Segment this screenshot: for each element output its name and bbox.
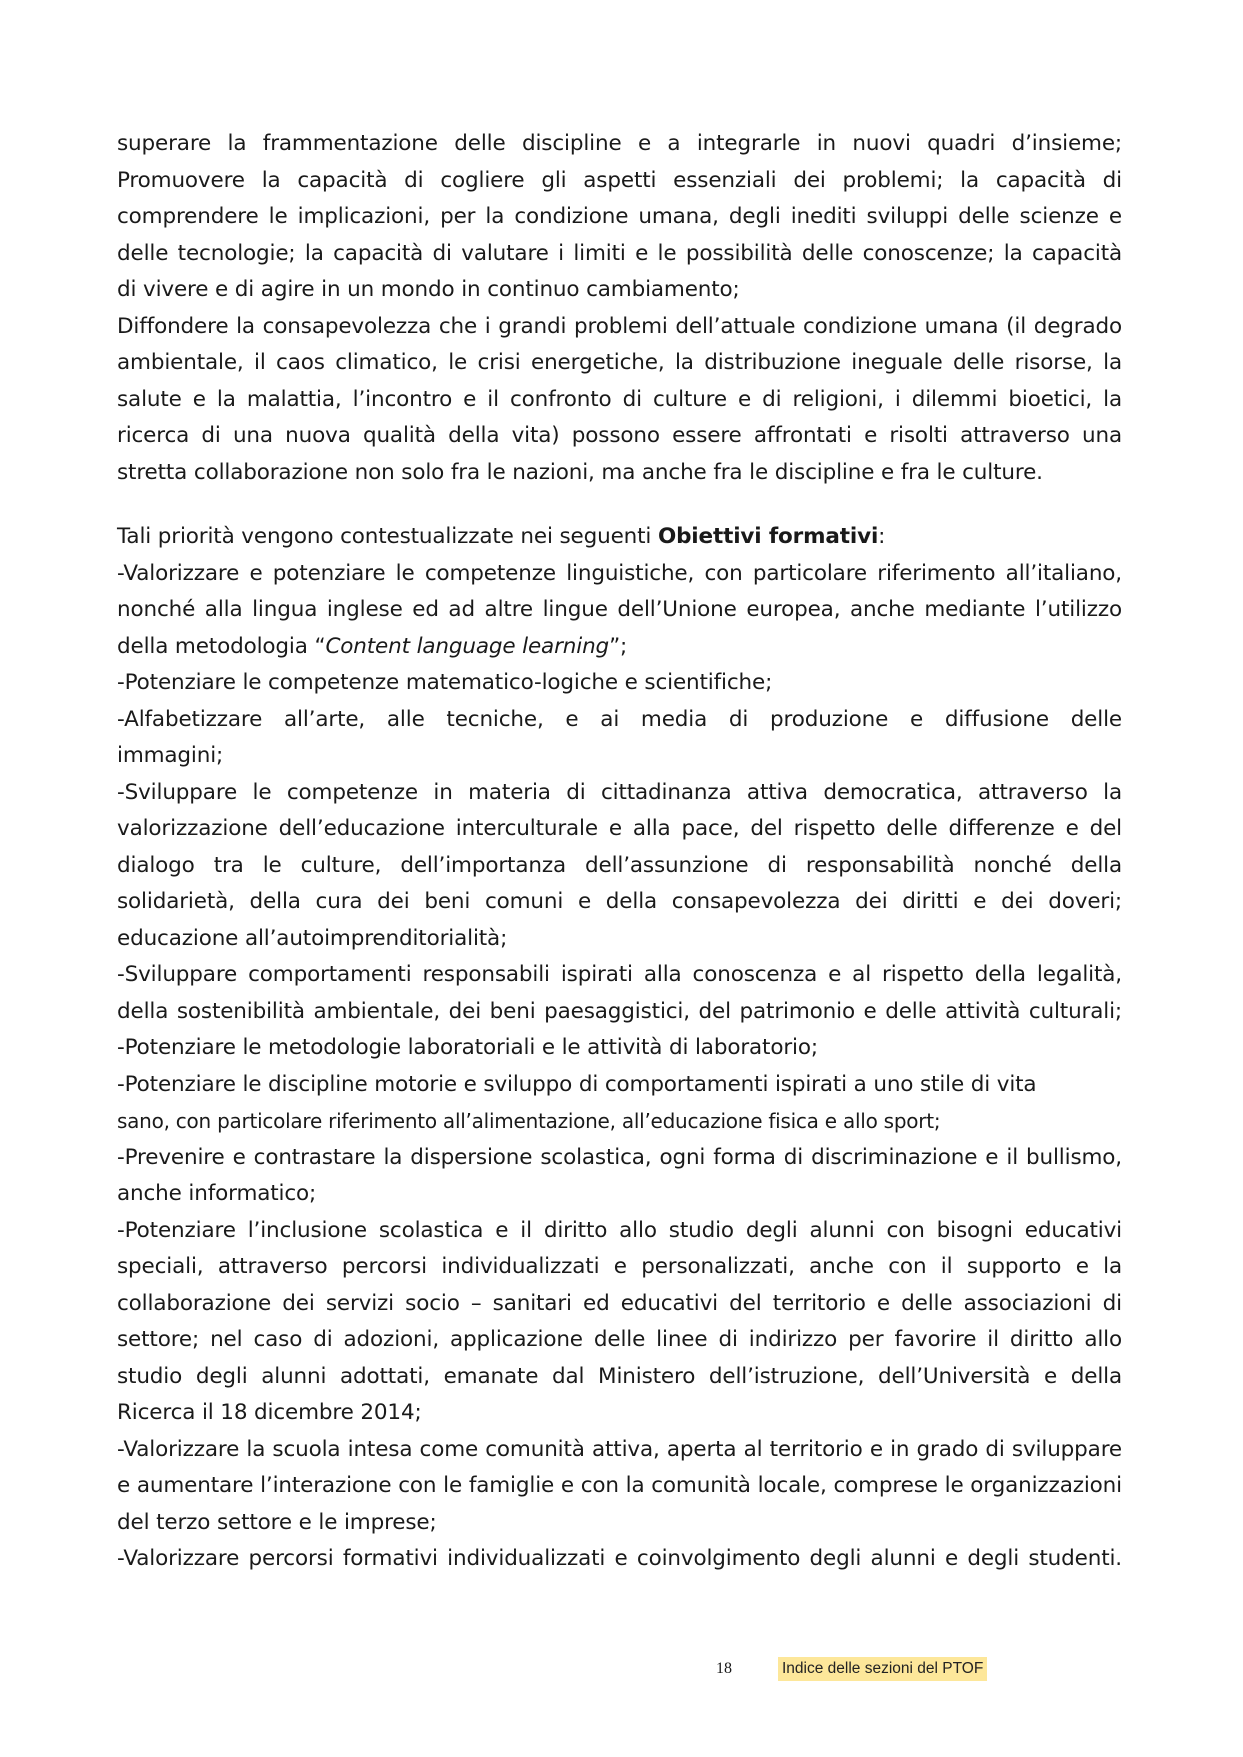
- text-line: ricerca di una nuova qualità della vita) possono essere affrontati e risolti attraverso una: [117, 423, 1122, 448]
- list-item-line: [117, 629, 1122, 666]
- list-item-line: solidarietà, della cura dei beni comuni e della consapevolezza dei diritti e dei doveri;: [117, 889, 1122, 914]
- clil-suffix: ”;: [609, 633, 628, 659]
- list-item-line: studio degli alunni adottati, emanate dal Ministero dell’istruzione, dell’Università e della: [117, 1363, 1122, 1389]
- paragraph-spacer: [117, 491, 1122, 519]
- list-item-line: educazione all’autoimprenditorialità;: [117, 925, 508, 951]
- list-item-line: settore; nel caso di adozioni, applicazione delle linee di indirizzo per favorire il diritto allo: [117, 1327, 1122, 1352]
- list-item-line: del terzo settore e le imprese;: [117, 1509, 437, 1535]
- intro-colon: :: [878, 524, 886, 549]
- text-line: Diffondere la consapevolezza che i grandi problemi dell’attuale condizione umana (il degrado: [117, 313, 1122, 339]
- intro-text: Tali priorità vengono contestualizzate nei seguenti: [117, 524, 658, 549]
- list-item-line: -Potenziare le metodologie laboratoriali e le attività di laboratorio;: [117, 1035, 818, 1060]
- list-item-line: -Prevenire e contrastare la dispersione scolastica, ogni forma di discriminazione e il bullismo,: [117, 1144, 1122, 1170]
- objectives-heading: Obiettivi formativi: [657, 524, 879, 549]
- list-item-line: Ricerca il 18 dicembre 2014;: [117, 1400, 422, 1425]
- list-item-line: della sostenibilità ambientale, dei beni paesaggistici, del patrimonio e delle attività culturali;: [117, 998, 1122, 1024]
- text-line: di vivere e di agire in un mondo in continuo cambiamento;: [117, 277, 740, 302]
- list-item-line: -Sviluppare le competenze in materia di cittadinanza attiva democratica, attraverso la: [117, 779, 1122, 805]
- list-item-line: valorizzazione dell’educazione interculturale e alla pace, del rispetto delle differenze e del: [117, 816, 1122, 841]
- list-item-line: -Potenziare le discipline motorie e sviluppo di comportamenti ispirati a uno stile di vita: [117, 1071, 1037, 1097]
- list-item-line: -Potenziare le competenze matematico-logiche e scientifiche;: [117, 670, 773, 695]
- document-body: [117, 126, 1122, 1578]
- list-item-line: immagini;: [117, 743, 224, 768]
- list-item-line: nonché alla lingua inglese ed ad altre lingue dell’Unione europea, anche mediante l’utilizzo: [117, 597, 1122, 622]
- text-line: comprendere le implicazioni, per la condizione umana, degli inediti sviluppi delle scienze e: [117, 204, 1122, 229]
- list-item-line: -Alfabetizzare all’arte, alle tecniche, e ai media di produzione e diffusione delle: [117, 706, 1122, 732]
- list-item-line: anche informatico;: [117, 1181, 317, 1206]
- list-item-line: speciali, attraverso percorsi individualizzati e personalizzati, anche con il supporto e la: [117, 1254, 1122, 1279]
- text-line: delle tecnologie; la capacità di valutare i limiti e le possibilità delle conoscenze; la capacità: [117, 240, 1122, 266]
- text-line: stretta collaborazione non solo fra le nazioni, ma anche fra le discipline e fra le culture.: [117, 459, 1043, 485]
- text-line: superare la frammentazione delle discipline e a integrarle in nuovi quadri d’insieme;: [117, 131, 1122, 156]
- list-item-line: -Sviluppare comportamenti responsabili ispirati alla conoscenza e al rispetto della legalità,: [117, 962, 1122, 987]
- page-number: 18: [716, 1660, 732, 1677]
- page-footer: [0, 1656, 1243, 1682]
- list-item-line: dialogo tra le culture, dell’importanza dell’assunzione di responsabilità nonché della: [117, 852, 1122, 878]
- list-item-line: -Potenziare l’inclusione scolastica e il diritto allo studio degli alunni con bisogni educativi: [117, 1217, 1122, 1243]
- text-line: Promuovere la capacità di cogliere gli aspetti essenziali dei problemi; la capacità di: [117, 167, 1122, 193]
- list-item-line: -Valorizzare la scuola intesa come comunità attiva, aperta al territorio e in grado di sviluppare: [117, 1436, 1122, 1462]
- list-item-line: -Valorizzare e potenziare le competenze linguistiche, con particolare riferimento all’italiano,: [117, 560, 1122, 586]
- list-item-line: e aumentare l’interazione con le famiglie e con la comunità locale, comprese le organizzazioni: [117, 1473, 1122, 1498]
- objectives-intro: [117, 519, 1122, 556]
- clil-prefix: della metodologia “: [117, 633, 326, 659]
- index-link[interactable]: Indice delle sezioni del PTOF: [778, 1657, 987, 1681]
- list-item-line: -Valorizzare percorsi formativi individualizzati e coinvolgimento degli alunni e degli studenti.: [117, 1546, 1122, 1571]
- objectives-list: [117, 556, 1122, 1578]
- paragraph-priorities: [117, 126, 1122, 491]
- clil-term: Content language learning: [325, 633, 610, 659]
- list-item-line: collaborazione dei servizi socio – sanitari ed educativi del territorio e delle associazioni di: [117, 1290, 1122, 1316]
- text-line: salute e la malattia, l’incontro e il confronto di culture e di religioni, i dilemmi bioetici, la: [117, 386, 1122, 412]
- text-line: ambientale, il caos climatico, le crisi energetiche, la distribuzione ineguale delle risorse, la: [117, 350, 1122, 375]
- list-item-line: sano, con particolare riferimento all’alimentazione, all’educazione fisica e allo sport;: [117, 1109, 941, 1133]
